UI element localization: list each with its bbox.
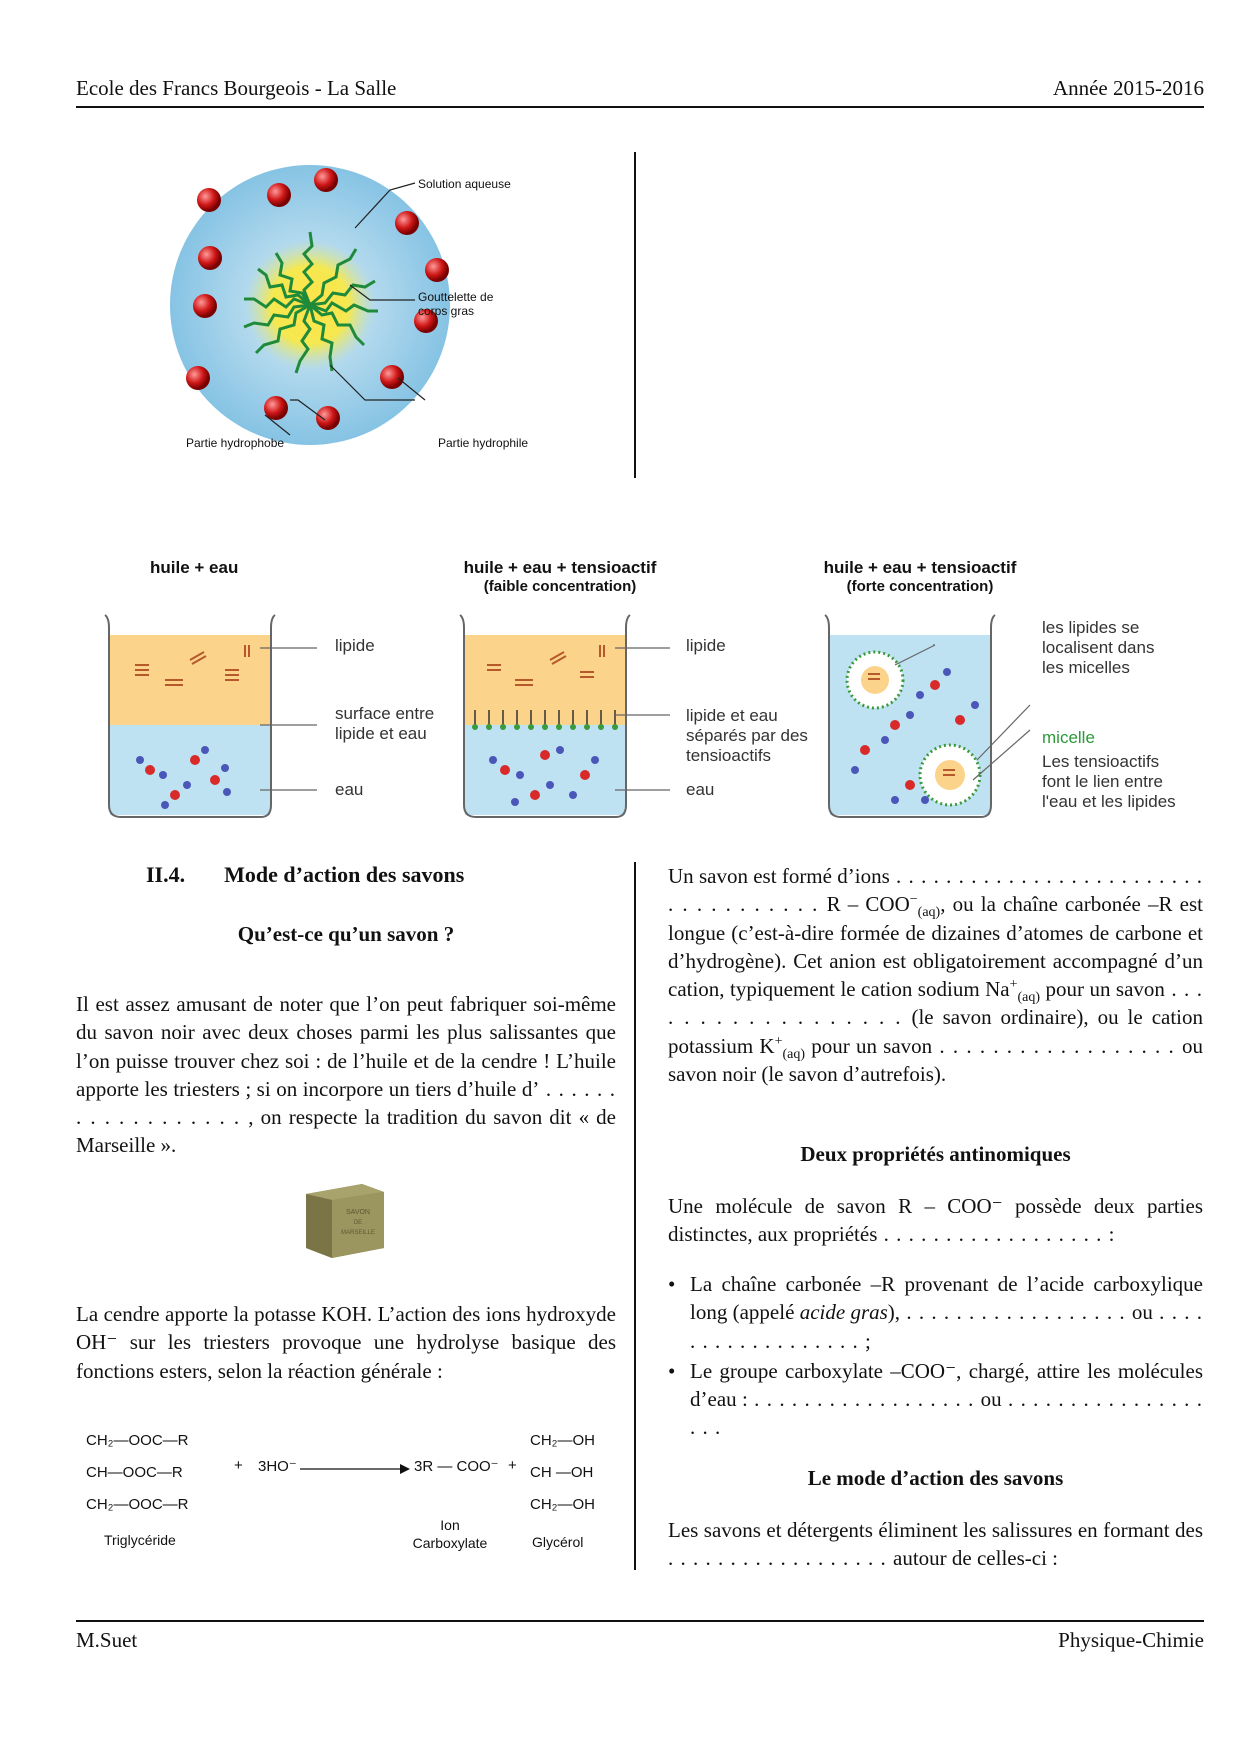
fill-blank-huile[interactable]: . . . . . . . . . . . . . . . . . . <box>76 1076 616 1130</box>
na-state: (aq) <box>1017 990 1041 1006</box>
fill-blank-carboxylate-2[interactable]: . . . . . . . . . . . . . . . . . . <box>690 1387 1203 1440</box>
soap-stamp-line2: DE <box>353 1220 363 1226</box>
product-glycerol <box>530 1425 595 1521</box>
reagent-hydroxide: 3HO⁻ <box>258 1458 297 1475</box>
b1-label-lipide: lipide <box>335 636 375 655</box>
reaction-plus-1: + <box>234 1457 243 1474</box>
properties-list <box>668 1270 1203 1442</box>
beaker1 <box>105 615 317 817</box>
label-partie-hydrophobe: Partie hydrophobe <box>186 436 285 450</box>
subtitle-quest-ce-qu-un-savon: Qu’est-ce qu’un savon ? <box>237 922 455 946</box>
right-p1-text-f: ou savon noir (le savon d’autrefois). <box>668 1033 1203 1087</box>
fill-blank-proprietes[interactable]: . . . . . . . . . . . . . . . . . . <box>877 1222 1109 1247</box>
beaker2-title-line1: huile + eau + tensioactif <box>463 558 657 577</box>
bullet1-emphasis: acide gras <box>799 1300 888 1325</box>
bullet2-text-b: ou <box>980 1387 1002 1412</box>
header-left: Ecole des Francs Bourgeois - La Salle <box>76 76 397 100</box>
section-heading <box>146 862 464 888</box>
label-gouttelette-line1: Gouttelette de <box>418 290 494 304</box>
fill-blank-savon-mou[interactable]: . . . . . . . . . . . . . . . . . . <box>932 1033 1182 1058</box>
left-p1-text-a: Il est assez amusant de noter que l’on peut fabriquer soi-même du savon noir avec deux choses parmi les plus salissantes que l’on puisse trouver chez soi : de l’huile et de la cendre ! L’huile apporte les triesters ; si on incorpore un tiers d’huile d’ <box>76 992 616 1101</box>
beaker2 <box>460 615 670 817</box>
fill-blank-chaine-1[interactable]: . . . . . . . . . . . . . . . . . . <box>900 1300 1132 1325</box>
label-triglyceride: Triglycéride <box>104 1532 176 1548</box>
fill-blank-micelles[interactable]: . . . . . . . . . . . . . . . . . . <box>668 1546 893 1571</box>
b2-label-sep-line2: séparés par des <box>686 726 808 745</box>
right-p2-text-a: Une molécule de savon R – COO⁻ possède deux parties distinctes, aux propriétés <box>668 1194 1203 1247</box>
label-ion-carboxylate <box>400 1516 500 1552</box>
right-p1-text-e: pour un savon <box>805 1033 933 1058</box>
b3-label-micelle: micelle <box>1042 728 1095 747</box>
formula-rcoo: R – COO <box>826 892 910 917</box>
b3-label-tens-line2: font le lien entre <box>1042 772 1163 791</box>
b1-label-surface-line1: surface entre <box>335 704 435 723</box>
label-solution-aqueuse: Solution aqueuse <box>418 177 511 191</box>
right-paragraph-3 <box>668 1516 1203 1573</box>
label-glycerol: Glycérol <box>532 1534 584 1550</box>
fill-blank-savon-dur[interactable]: . . . . . . . . . . . . . . . . . . <box>668 977 1203 1030</box>
beaker2-title <box>450 558 670 595</box>
b3-label-lip-line3: les micelles <box>1042 658 1130 677</box>
beaker3-title-line2: (forte concentration) <box>846 578 994 595</box>
right-p1-text-a: Un savon est formé d’ions <box>668 864 890 888</box>
bullet1-text-b: ), <box>887 1300 901 1325</box>
b3-label-tens-line3: l'eau et les lipides <box>1042 792 1176 811</box>
fill-blank-ions-2[interactable]: . . . . . . . . . . . . . . . . . . <box>668 864 1204 917</box>
label-gouttelette <box>418 290 493 318</box>
right-p2-text-b: : <box>1108 1222 1115 1247</box>
heading-mode-action: Le mode d’action des savons <box>807 1466 1064 1490</box>
b2-label-separes <box>686 706 808 766</box>
heading-deux-proprietes: Deux propriétés antinomiques <box>800 1142 1071 1166</box>
triglyceride-line3: CH₂—OOC—R <box>86 1496 189 1513</box>
reaction-arrow <box>300 1462 410 1476</box>
header-rule <box>76 106 1204 108</box>
beakers-figure <box>95 610 1195 825</box>
formula-rcoo-charge: − <box>909 892 918 908</box>
right-paragraph-1 <box>668 862 1203 1088</box>
bullet1-text-c: ou <box>1131 1300 1153 1325</box>
right-p1-text-b: , ou la chaîne carbonée –R est longue (c’est-à-dire formée de dizaines d’atomes de carbone et d’hydrogène). Cet anion est obligatoirement accompagné d’un cation, typiquement le cation sodium Na <box>668 892 1203 1002</box>
bottom-column-divider <box>634 862 636 1570</box>
reaction-plus-2: + <box>508 1457 517 1474</box>
fill-blank-chaine-2[interactable]: . . . . . . . . . . . . . . . . . . <box>690 1300 1204 1353</box>
bullet1-text-d: ; <box>865 1328 871 1353</box>
bullet1-text-a: La chaîne carbonée –R provenant de l’acide carboxylique long (appelé <box>690 1272 1203 1325</box>
triglyceride-line2: CH—OOC—R <box>86 1464 183 1481</box>
b3-label-lip-line2: localisent dans <box>1042 638 1155 657</box>
list-item-chaine <box>668 1270 1203 1355</box>
k-charge: + <box>774 1033 783 1049</box>
label-ion-line1: Ion <box>440 1517 460 1533</box>
label-partie-hydrophile: Partie hydrophile <box>438 436 529 450</box>
top-column-divider <box>634 152 636 478</box>
beaker2-title-line2: (faible concentration) <box>483 578 637 595</box>
soap-stamp-line1: SAVON <box>346 1209 370 1216</box>
b3-label-tensioactifs <box>1042 752 1176 812</box>
footer-rule <box>76 1620 1204 1622</box>
glycerol-line1: CH₂—OH <box>530 1432 595 1449</box>
beaker1-title: huile + eau <box>150 558 239 577</box>
label-gouttelette-line2: corps gras <box>418 304 475 318</box>
beaker3-title <box>810 558 1030 595</box>
beaker3-title-line1: huile + eau + tensioactif <box>823 558 1017 577</box>
footer-right: Physique-Chimie <box>1058 1628 1204 1652</box>
b2-label-sep-line3: tensioactifs <box>686 746 772 765</box>
header-right: Année 2015-2016 <box>1052 76 1204 100</box>
right-p3-text-a: Les savons et détergents éliminent les salissures en formant des <box>668 1518 1203 1542</box>
fill-blank-ions-1[interactable]: . . . . . . . . . . . . . . . . . . <box>889 864 1122 888</box>
product-carboxylate: 3R — COO⁻ <box>414 1458 499 1475</box>
b2-label-eau: eau <box>686 780 715 799</box>
soap-stamp-line3: MARSEILLE <box>341 1230 375 1236</box>
k-state: (aq) <box>782 1046 806 1062</box>
left-paragraph-2: La cendre apporte la potasse KOH. L’action des ions hydroxyde OH⁻ sur les triesters provoque une hydrolyse basique des fonctions esters, selon la réaction générale : <box>76 1302 616 1383</box>
formula-rcoo-state: (aq) <box>917 905 941 921</box>
bullet2-text-a: Le groupe carboxylate –COO⁻, chargé, attire les molécules d’eau : <box>690 1358 1203 1412</box>
b3-label-lip-line1: les lipides se <box>1042 618 1140 637</box>
footer-left: M.Suet <box>76 1628 138 1652</box>
beaker3 <box>825 615 1030 817</box>
label-ion-line2: Carboxylate <box>412 1535 488 1551</box>
b1-label-eau: eau <box>335 780 364 799</box>
reactant-triglyceride <box>86 1425 189 1521</box>
b2-label-lipide: lipide <box>686 636 726 655</box>
b3-label-lipides <box>1042 618 1154 678</box>
right-p3-text-b: autour de celles-ci : <box>893 1546 1059 1571</box>
bullet2-text-c: . <box>715 1415 721 1440</box>
b1-label-surface <box>335 704 434 744</box>
section-number: II.4. <box>146 862 186 887</box>
right-paragraph-2 <box>668 1192 1203 1249</box>
section-title: Mode d’action des savons <box>224 862 465 887</box>
triglyceride-line1: CH₂—OOC—R <box>86 1432 189 1449</box>
b3-label-tens-line1: Les tensioactifs <box>1042 752 1160 771</box>
na-charge: + <box>1009 977 1018 993</box>
left-p1-text-b: , on respecte la tradition du savon dit « de Marseille ». <box>76 1105 617 1158</box>
glycerol-line3: CH₂—OH <box>530 1496 595 1513</box>
b1-label-surface-line2: lipide et eau <box>335 724 427 743</box>
b2-label-sep-line1: lipide et eau <box>686 706 778 725</box>
right-p1-text-c: pour un savon <box>1040 977 1165 1002</box>
fill-blank-carboxylate-1[interactable]: . . . . . . . . . . . . . . . . . . <box>747 1387 981 1412</box>
left-paragraph-1 <box>76 990 616 1160</box>
list-item-carboxylate <box>668 1357 1203 1442</box>
glycerol-line2: CH —OH <box>530 1464 594 1481</box>
soap-cube-image <box>302 1178 388 1260</box>
right-p1-text-d: (le savon ordinaire), ou le cation potassium K <box>668 1005 1203 1058</box>
